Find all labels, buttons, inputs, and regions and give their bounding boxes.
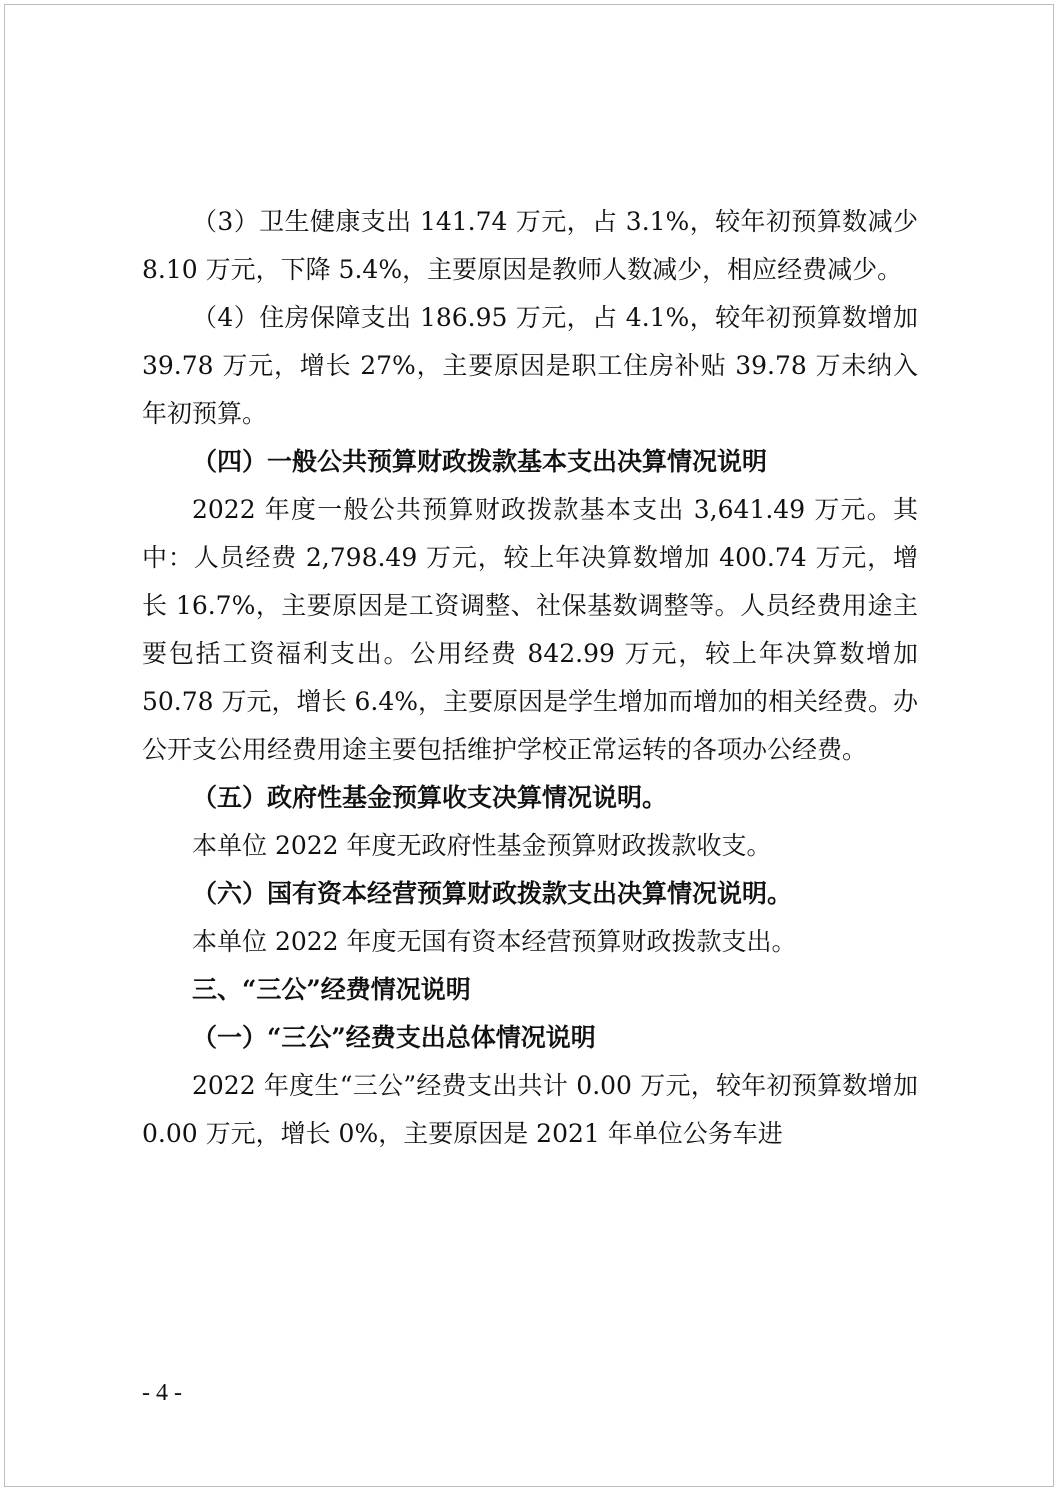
paragraph-housing-expenditure: （4）住房保障支出 186.95 万元，占 4.1%，较年初预算数增加 39.78 万元，增长 27%，主要原因是职工住房补贴 39.78 万未纳入年初预算。 [142,303,918,428]
paragraph-state-capital: 本单位 2022 年度无国有资本经营预算财政拨款支出。 [192,927,797,956]
document-body [142,198,918,1158]
paragraph-government-fund: 本单位 2022 年度无政府性基金预算财政拨款收支。 [192,831,772,860]
heading-three-public: 三、“三公”经费情况说明 [192,975,471,1004]
heading-three-public-overall: （一）“三公”经费支出总体情况说明 [192,1023,596,1052]
paragraph-three-public-overall: 2022 年度生“三公”经费支出共计 0.00 万元，较年初预算数增加 0.00 万元，增长 0%，主要原因是 2021 年单位公务车进 [142,1071,918,1148]
page-number: - 4 - [142,1380,182,1406]
heading-government-fund: （五）政府性基金预算收支决算情况说明。 [192,783,668,812]
paragraph-health-expenditure: （3）卫生健康支出 141.74 万元，占 3.1%，较年初预算数减少 8.10 万元，下降 5.4%，主要原因是教师人数减少，相应经费减少。 [142,207,918,284]
paragraph-basic-expenditure: 2022 年度一般公共预算财政拨款基本支出 3,641.49 万元。其中：人员经费 2,798.49 万元，较上年决算数增加 400.74 万元，增长 16.7%，主要原因是工资调整、社保基数调整等。人员经费用途主要包括工资福利支出。公用经费 842.99 万元，较上年决算数增加 50.78 万元，增长 6.4%，主要原因是学生增加而增加的相关经费。办公开支公用经费用途主要包括维护学校正常运转的各项办公经费。 [142,495,918,764]
heading-state-capital: （六）国有资本经营预算财政拨款支出决算情况说明。 [192,879,793,908]
heading-basic-expenditure: （四）一般公共预算财政拨款基本支出决算情况说明 [192,447,768,476]
